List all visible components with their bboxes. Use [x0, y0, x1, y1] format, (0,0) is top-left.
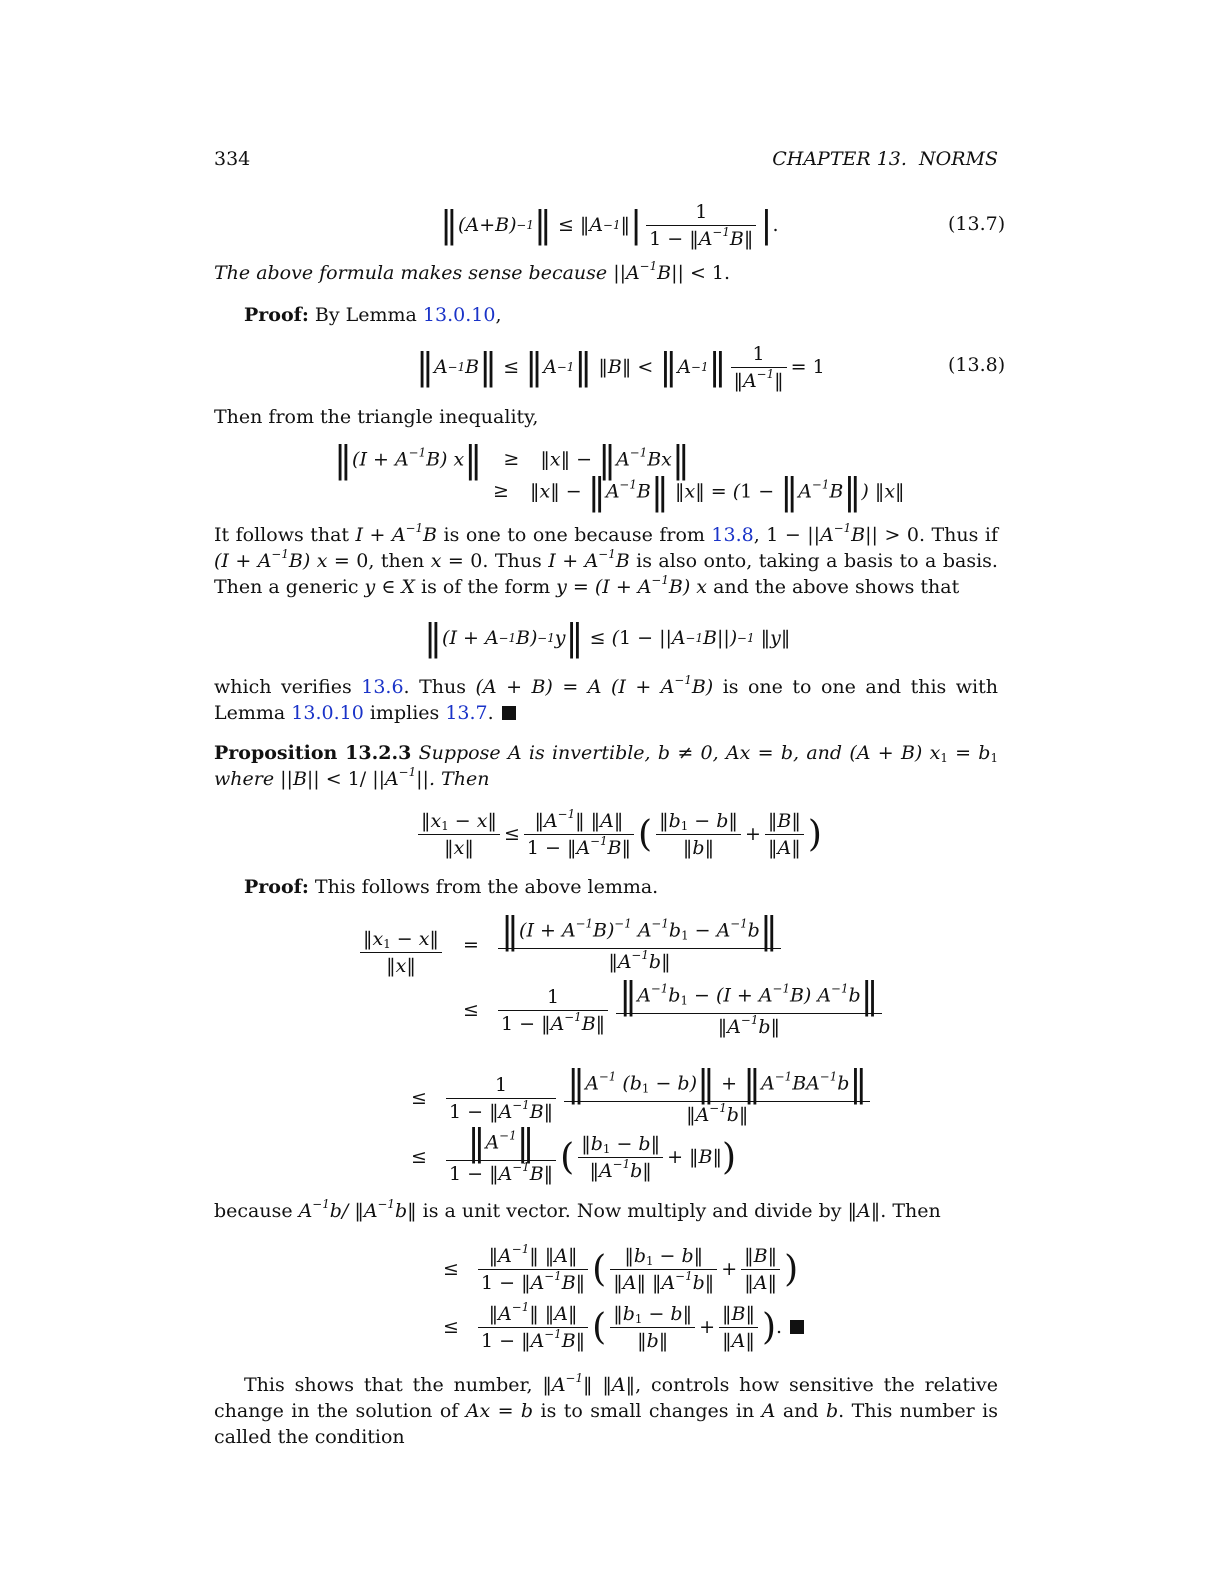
ref-13-7[interactable]: 13.7 — [445, 702, 488, 724]
final-step-2: ≤ $\frac{‖A^{-1}‖ ‖A‖}{1 - ‖A^{-1}B‖}$ ( $\frac{‖b_1 - b‖}{‖b‖}$ + $\frac{‖B‖}{‖A‖}$ ) . — [428, 1298, 804, 1356]
proposition-13-2-3: Proposition 13.2.3 Suppose A is invertible, b ≠ 0, Ax = b, and (A + B) $x_1 = b_1$ where ||B|| < 1/ $||A^{-1}||$. Then — [214, 742, 998, 790]
derivation-step-1: = $\frac{‖(I + A^{-1}B)^{-1} A^{-1}b_1 - A^{-1}b‖}{‖A^{-1}b‖}$ — [448, 910, 785, 980]
condition-number-paragraph: This shows that the number, $‖A^{-1}‖$ ‖A‖, controls how sensitive the relative change in the solution of Ax = b is to small changes in A and b. This number is called the condition — [214, 1371, 999, 1448]
proposition-label: Proposition 13.2.3 — [214, 742, 412, 764]
proposition-inequality: $\frac{‖x_1 - x‖}{‖x‖}$ ≤ $\frac{‖A^{-1}‖ ‖A‖}{1 - ‖A^{-1}B‖}$ ( $\frac{‖b_1 - b‖}{‖b‖}$ + $\frac{‖B‖}{‖A‖}$ ) — [414, 806, 822, 862]
derivation-step-2: ≤ $\frac{1}{1 - ‖A^{-1}B‖}$ $\frac{‖A^{-1}b_1 - (I + A^{-1}B) A^{-1}b‖}{‖A^{-1}b‖}$ — [448, 982, 886, 1038]
proof-2-line: Proof: This follows from the above lemma. — [244, 876, 659, 898]
derivation-lhs: $\frac{‖x_1 - x‖}{‖x‖}$ — [356, 928, 446, 977]
unit-vector-text: because $A^{-1}b/$ $‖A^{-1}b‖$ is a unit vector. Now multiply and divide by ‖A‖. Then — [214, 1197, 941, 1222]
triangle-inequality-line-1: ‖(I + $A^{-1}B$) x‖ ≥ ‖x‖ − $‖A^{-1}Bx‖$ — [334, 439, 690, 481]
equation-13-8: ‖ A −1 B ‖ ≤ ‖ A −1 ‖ ‖ B ‖ < ‖ A −1 ‖ $\frac{1}{‖A^{-1}‖}$ = 1 — [416, 342, 825, 392]
running-title: CHAPTER 13. NORMS — [772, 148, 998, 170]
qed-square — [502, 706, 516, 720]
ref-lemma-13-0-10[interactable]: 13.0.10 — [422, 304, 496, 326]
derivation-step-4: ≤ $\frac{‖A^{-1}‖}{1 - ‖A^{-1}B‖}$ ( $\frac{‖b_1 - b‖}{‖A^{-1}b‖}$ + ‖ B ‖ ) — [411, 1122, 737, 1185]
paragraph-verifies: which verifies 13.6. Thus (A + B) = A $(I + A^{-1}B)$ is one to one and this with Lemma 13.0.10 implies 13.7. — [214, 673, 998, 724]
equation-number-13-8: (13.8) — [948, 354, 1006, 376]
ref-13-8[interactable]: 13.8 — [711, 524, 754, 546]
proof-label-2: Proof: — [244, 876, 309, 898]
final-step-1: ≤ $\frac{‖A^{-1}‖ ‖A‖}{1 - ‖A^{-1}B‖}$ ( $\frac{‖b_1 - b‖}{‖A‖ ‖A^{-1}b‖}$ + $\frac{‖B‖}{‖A‖}$ ) — [443, 1241, 799, 1294]
inverse-bound-equation: ‖ (I + A −1 B) −1 y ‖ ≤ ( 1 − || A −1 B || ) −1 ‖ y ‖ — [424, 616, 791, 659]
proof-1-line: Proof: By Lemma 13.0.10, — [244, 304, 502, 326]
equation-13-7: ‖ ( A + B ) −1 ‖ ≤ ‖ A −1 ‖ | $\frac{1}{1 - ‖A^{-1}B‖}$ | . — [440, 200, 779, 250]
equation-number-13-7: (13.7) — [948, 213, 1006, 235]
paragraph-one-to-one: It follows that $I + A^{-1}B$ is one to one because from 13.8, $1 - ||A^{-1}B|| > 0$. Thus if $(I + A^{-1}B)$ x = 0, then x = 0. Thus $I + A^{-1}B$ is also onto, taking a basis to a basis. Then a generic y ∈ X is of the form $y = (I + A^{-1}B)$ x and the above shows that — [214, 521, 998, 598]
triangle-inequality-line-2: ≥ ‖x‖ − $‖A^{-1}B‖$ ‖x‖ = $(1 - ‖A^{-1}B‖)$ ‖x‖ — [493, 471, 905, 513]
remark-text: The above formula makes sense because $||A^{-1}B|| < 1$. — [214, 259, 731, 284]
qed-square-2 — [790, 1320, 804, 1334]
derivation-step-3: ≤ $\frac{1}{1 - ‖A^{-1}B‖}$ $\frac{‖A^{-1} (b_1 - b)‖ + ‖A^{-1}BA^{-1}b‖}{‖A^{-1}b‖}$ — [396, 1070, 874, 1126]
proof-label: Proof: — [244, 304, 309, 326]
triangle-text: Then from the triangle inequality, — [214, 406, 539, 428]
ref-13-6[interactable]: 13.6 — [361, 676, 404, 698]
page-number: 334 — [214, 148, 251, 170]
ref-lemma-13-0-10-b[interactable]: 13.0.10 — [291, 702, 364, 724]
